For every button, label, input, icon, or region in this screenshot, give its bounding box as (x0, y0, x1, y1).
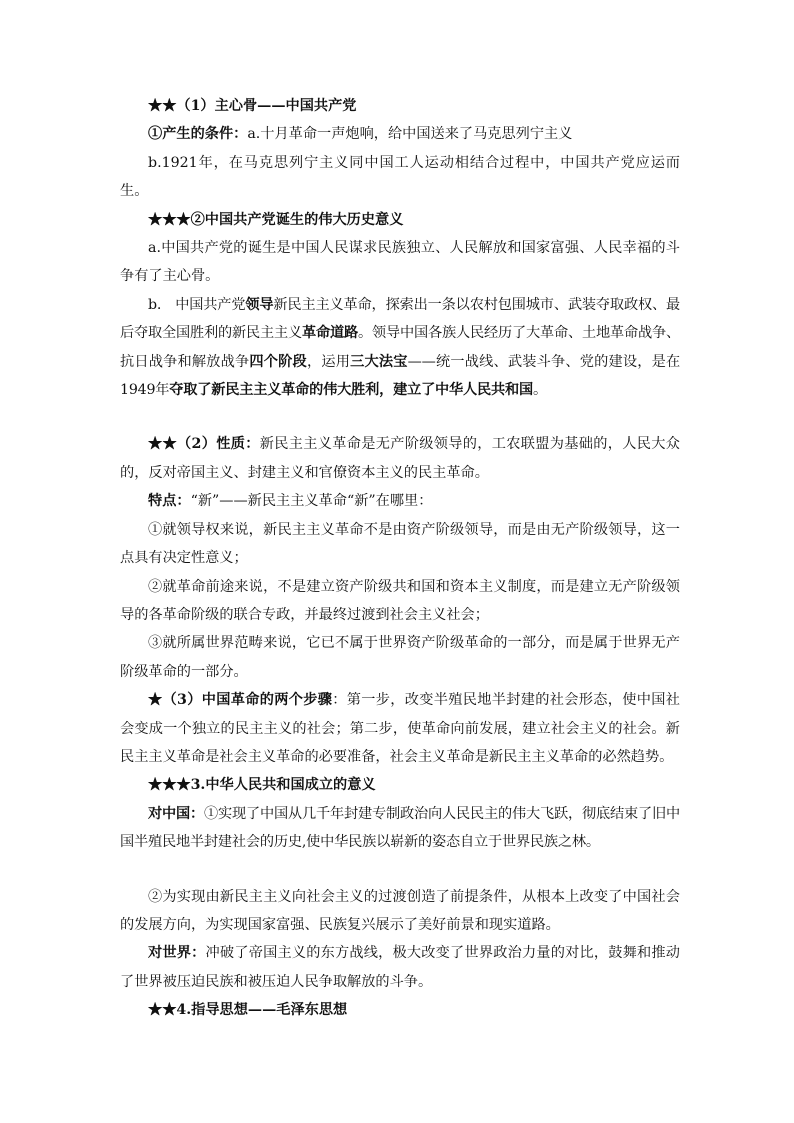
meaning-heading: ★★★②中国共产党诞生的伟大历史意义 (148, 211, 404, 228)
two-steps-paragraph: ★（3）中国革命的两个步骤：第一步，改变半殖民地半封建的社会形态，使中国社会变成一个独立的民主主义的社会；第二步，使革命向前发展，建立社会主义的社会。新民主主义革命是社会主义革命的必要准备，社会主义革命是新民主主义革命的必然趋势。 (120, 692, 680, 765)
meaning-a-paragraph: a.中国共产党的诞生是中国人民谋求民族独立、人民解放和国家富强、人民幸福的斗争有了主心骨。 (120, 240, 680, 285)
blank-line-2 (120, 857, 680, 883)
prc-significance-heading: ★★★3.中华人民共和国成立的意义 (148, 777, 376, 794)
section1-heading: ★★（1）主心骨——中国共产党 (148, 98, 357, 114)
feature-intro-paragraph: 特点：“新”——新民主主义革命“新”在哪里： (148, 493, 433, 510)
meaning-b-paragraph: b. 中国共产党领导新民主主义革命，探索出一条以农村包围城市、武装夺取政权、最后夺取全国胜利的新民主主义革命道路。领导中国各族人民经历了大革命、土地革命战争、抗日战争和解放战争四个阶段，运用三大法宝——统一战线、武装斗争、党的建设，是在1949年夺取了新民主主义革命的伟大胜利，建立了中华人民共和国。 (120, 296, 681, 399)
conditions-paragraph: ①产生的条件：a.十月革命一声炮响，给中国送来了马克思列宁主义 (148, 126, 573, 143)
blank-line (120, 404, 680, 430)
feature-1-paragraph: ①就领导权来说，新民主主义革命不是由资产阶级领导，而是由无产阶级领导，这一点具有决定性意义； (120, 521, 680, 567)
nature-paragraph: ★★（2）性质：新民主主义革命是无产阶级领导的，工农联盟为基础的，人民大众的，反对帝国主义、封建主义和官僚资本主义的民主革命。 (120, 436, 680, 481)
feature-3-paragraph: ③就所属世界范畴来说，它已不属于世界资产阶级革命的一部分，而是属于世界无产阶级革命的一部分。 (120, 635, 680, 680)
feature-2-paragraph: ②就革命前途来说，不是建立资产阶级共和国和资本主义制度，而是建立无产阶级领导的各革命阶级的联合专政，并最终过渡到社会主义社会； (120, 578, 680, 623)
significance-world-paragraph: 对世界：冲破了帝国主义的东方战线，极大改变了世界政治力量的对比，鼓舞和推动了世界被压迫民族和被压迫人民争取解放的斗争。 (120, 945, 680, 990)
condition-b-paragraph: b.1921年，在马克思列宁主义同中国工人运动相结合过程中，中国共产党应运而生。 (120, 154, 680, 200)
document-page (120, 92, 680, 1025)
significance-china-2-paragraph: ②为实现由新民主主义向社会主义的过渡创造了前提条件，从根本上改变了中国社会的发展方向，为实现国家富强、民族复兴展示了美好前景和现实道路。 (120, 888, 680, 933)
significance-china-paragraph: 对中国：①实现了中国从几千年封建专制政治向人民民主的伟大飞跃，彻底结束了旧中国半殖民地半封建社会的历史,使中华民族以崭新的姿态自立于世界民族之林。 (120, 805, 681, 851)
guiding-thought-heading: ★★4.指导思想——毛泽东思想 (148, 1002, 348, 1019)
